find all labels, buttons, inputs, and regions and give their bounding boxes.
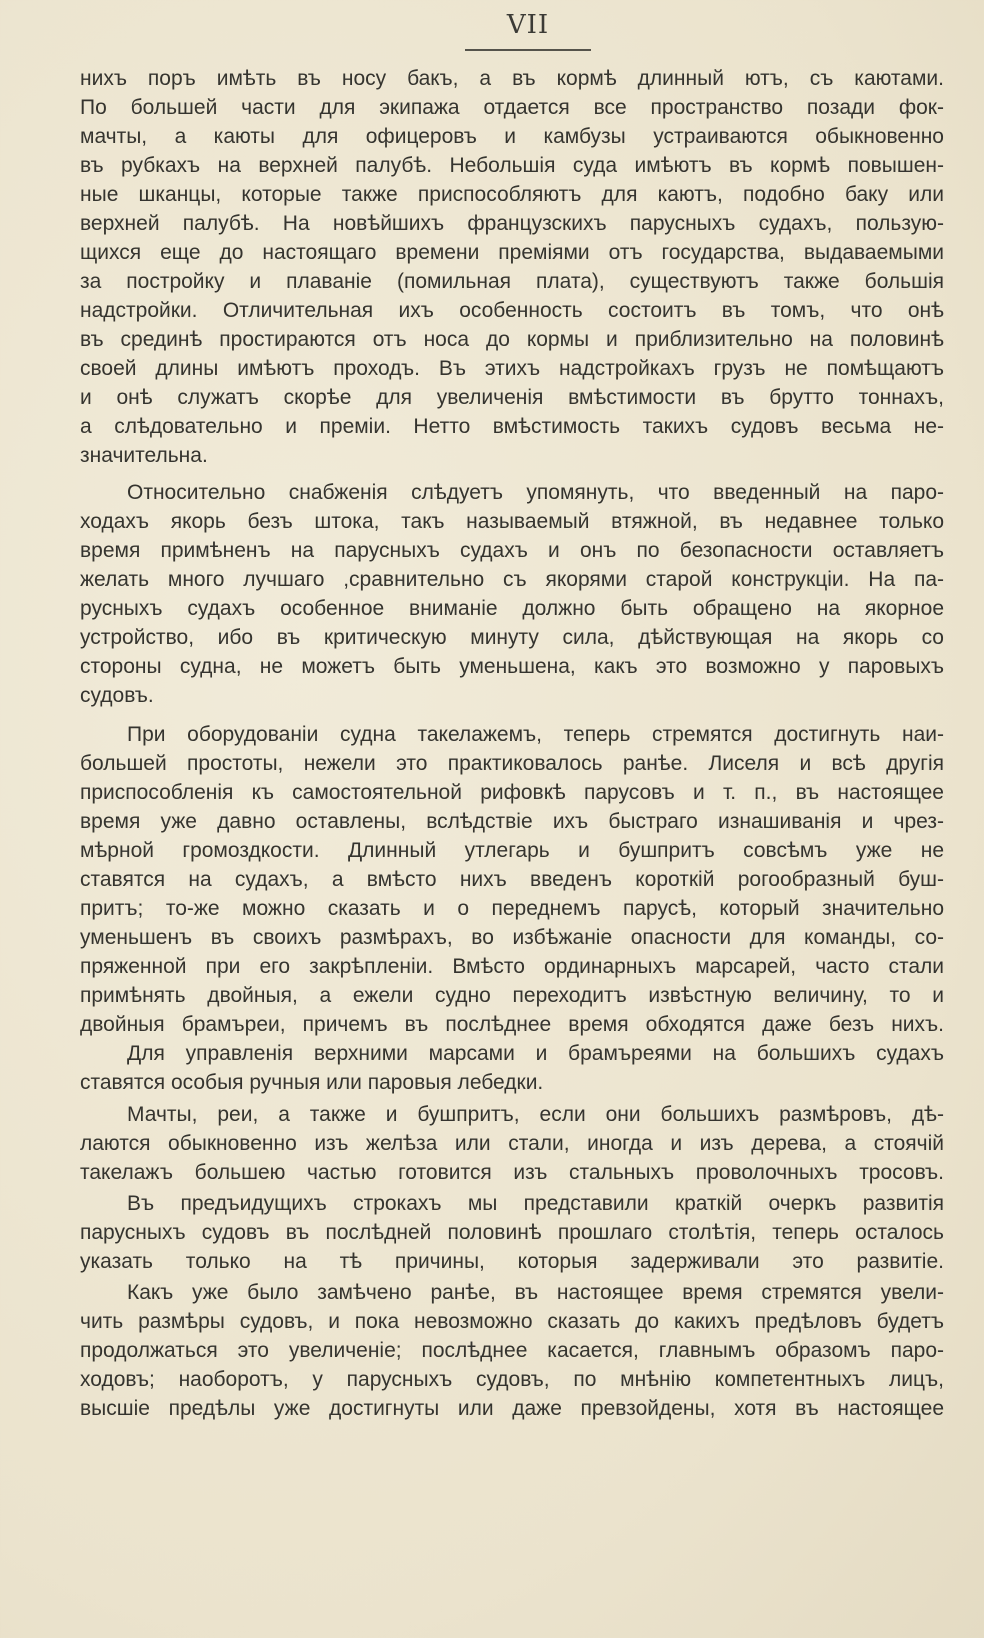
paragraph [80,1100,944,1187]
text-line: своей длины имѣютъ проходъ. Въ этихъ надстройкахъ грузъ не помѣщаютъ [80,357,944,380]
text-line: а слѣдовательно и преміи. Нетто вмѣстимость такихъ судовъ весьма не- [80,415,944,438]
text-line: продолжаться это увеличеніе; послѣднее касается, главнымъ образомъ паро- [80,1339,944,1362]
text-line: верхней палубѣ. На новѣйшихъ французскихъ парусныхъ судахъ, пользую- [80,212,944,235]
text-line: щихся еще до настоящаго времени преміями отъ государства, выдаваемыми [80,241,944,264]
text-line: При оборудованіи судна такелажемъ, теперь стремятся достигнуть наи- [127,723,944,746]
paragraph [80,1278,944,1423]
paragraph [80,1189,944,1276]
text-line: По большей части для экипажа отдается все пространство позади фок- [80,96,944,119]
text-line: стороны судна, не можетъ быть уменьшена, какъ это возможно у паровыхъ [80,655,944,678]
text-line: ходовъ; наоборотъ, у парусныхъ судовъ, по мнѣнію компетентныхъ лицъ, [80,1368,944,1391]
page-body [80,64,944,1423]
text-line: ходахъ якорь безъ штока, такъ называемый втяжной, въ недавнее только [80,510,944,533]
paragraph [80,1039,944,1097]
text-line: судовъ. [80,684,154,707]
paragraph [80,64,944,470]
text-line: время уже давно оставлены, вслѣдствіе ихъ быстраго изнашиванія и чрез- [80,810,944,833]
text-line: большей простоты, нежели это практиковалось ранѣе. Лиселя и всѣ другія [80,752,944,775]
text-line: ставятся особыя ручныя или паровыя лебедки. [80,1071,544,1094]
text-line: Въ предъидущихъ строкахъ мы представили краткій очеркъ развитія [127,1192,944,1215]
text-line: указать только на тѣ причины, которыя задерживали это развитіе. [80,1250,944,1273]
paragraph [80,478,944,710]
text-line: притъ; то-же можно сказать и о переднемъ парусѣ, который значительно [80,897,944,920]
text-line: парусныхъ судовъ въ послѣдней половинѣ прошлаго столѣтія, теперь осталось [80,1221,944,1244]
text-line: Относительно снабженія слѣдуетъ упомянуть, что введенный на паро- [127,481,944,504]
text-line: и онѣ служатъ скорѣе для увеличенія вмѣстимости въ брутто тоннахъ, [80,386,944,409]
text-line: устройство, ибо въ критическую минуту сила, дѣйствующая на якорь со [80,626,944,649]
text-line: за постройку и плаваніе (помильная плата), существуютъ также большія [80,270,944,293]
text-line: пряженной при его закрѣпленіи. Вмѣсто ординарныхъ марсарей, часто стали [80,955,944,978]
text-line: желать много лучшаго ,сравнительно съ якорями старой конструкціи. На па- [80,568,944,591]
text-line: въ срединѣ простираются отъ носа до кормы и приблизительно на половинѣ [80,328,944,351]
text-line: надстройки. Отличительная ихъ особенность состоитъ въ томъ, что онѣ [80,299,944,322]
text-line: Для управленія верхними марсами и брамъреями на большихъ судахъ [127,1042,944,1065]
text-line: мѣрной громоздкости. Длинный утлегарь и бушпритъ совсѣмъ уже не [80,839,944,862]
page-number: VII [506,10,550,40]
text-line: уменьшенъ въ своихъ размѣрахъ, во избѣжаніе опасности для команды, со- [80,926,944,949]
text-line: время примѣненъ на парусныхъ судахъ и онъ по безопасности оставляетъ [80,539,944,562]
text-line: приспособленія къ самостоятельной рифовкѣ парусовъ и т. п., въ настоящее [80,781,944,804]
text-line: значительна. [80,444,208,467]
header-rule [465,49,591,51]
text-line: мачты, а каюты для офицеровъ и камбузы устраиваются обыкновенно [80,125,944,148]
text-line: ные шканцы, которые также приспособляютъ для каютъ, подобно баку или [80,183,944,206]
text-line: такелажъ большею частью готовится изъ стальныхъ проволочныхъ тросовъ. [80,1161,944,1184]
paragraph [80,720,944,1039]
text-line: Какъ уже было замѣчено ранѣе, въ настоящее время стремятся увели- [127,1281,944,1304]
text-line: русныхъ судахъ особенное вниманіе должно быть обращено на якорное [80,597,944,620]
text-line: нихъ поръ имѣть въ носу бакъ, а въ кормѣ длинный ютъ, съ каютами. [80,67,944,90]
text-line: въ рубкахъ на верхней палубѣ. Небольшія суда имѣютъ въ кормѣ повышен- [80,154,944,177]
text-line: Мачты, реи, а также и бушпритъ, если они большихъ размѣровъ, дѣ- [127,1103,944,1126]
text-line: двойныя брамъреи, причемъ въ послѣднее время обходятся даже безъ нихъ. [80,1013,944,1036]
text-line: чить размѣры судовъ, и пока невозможно сказать до какихъ предѣловъ будетъ [80,1310,944,1333]
text-line: высшіе предѣлы уже достигнуты или даже превзойдены, хотя въ настоящее [80,1397,944,1420]
text-line: лаются обыкновенно изъ желѣза или стали, иногда и изъ дерева, а стоячій [80,1132,944,1155]
text-line: примѣнять двойныя, а ежели судно переходитъ извѣстную величину, то и [80,984,944,1007]
text-line: ставятся на судахъ, а вмѣсто нихъ введенъ короткій рогообразный буш- [80,868,944,891]
